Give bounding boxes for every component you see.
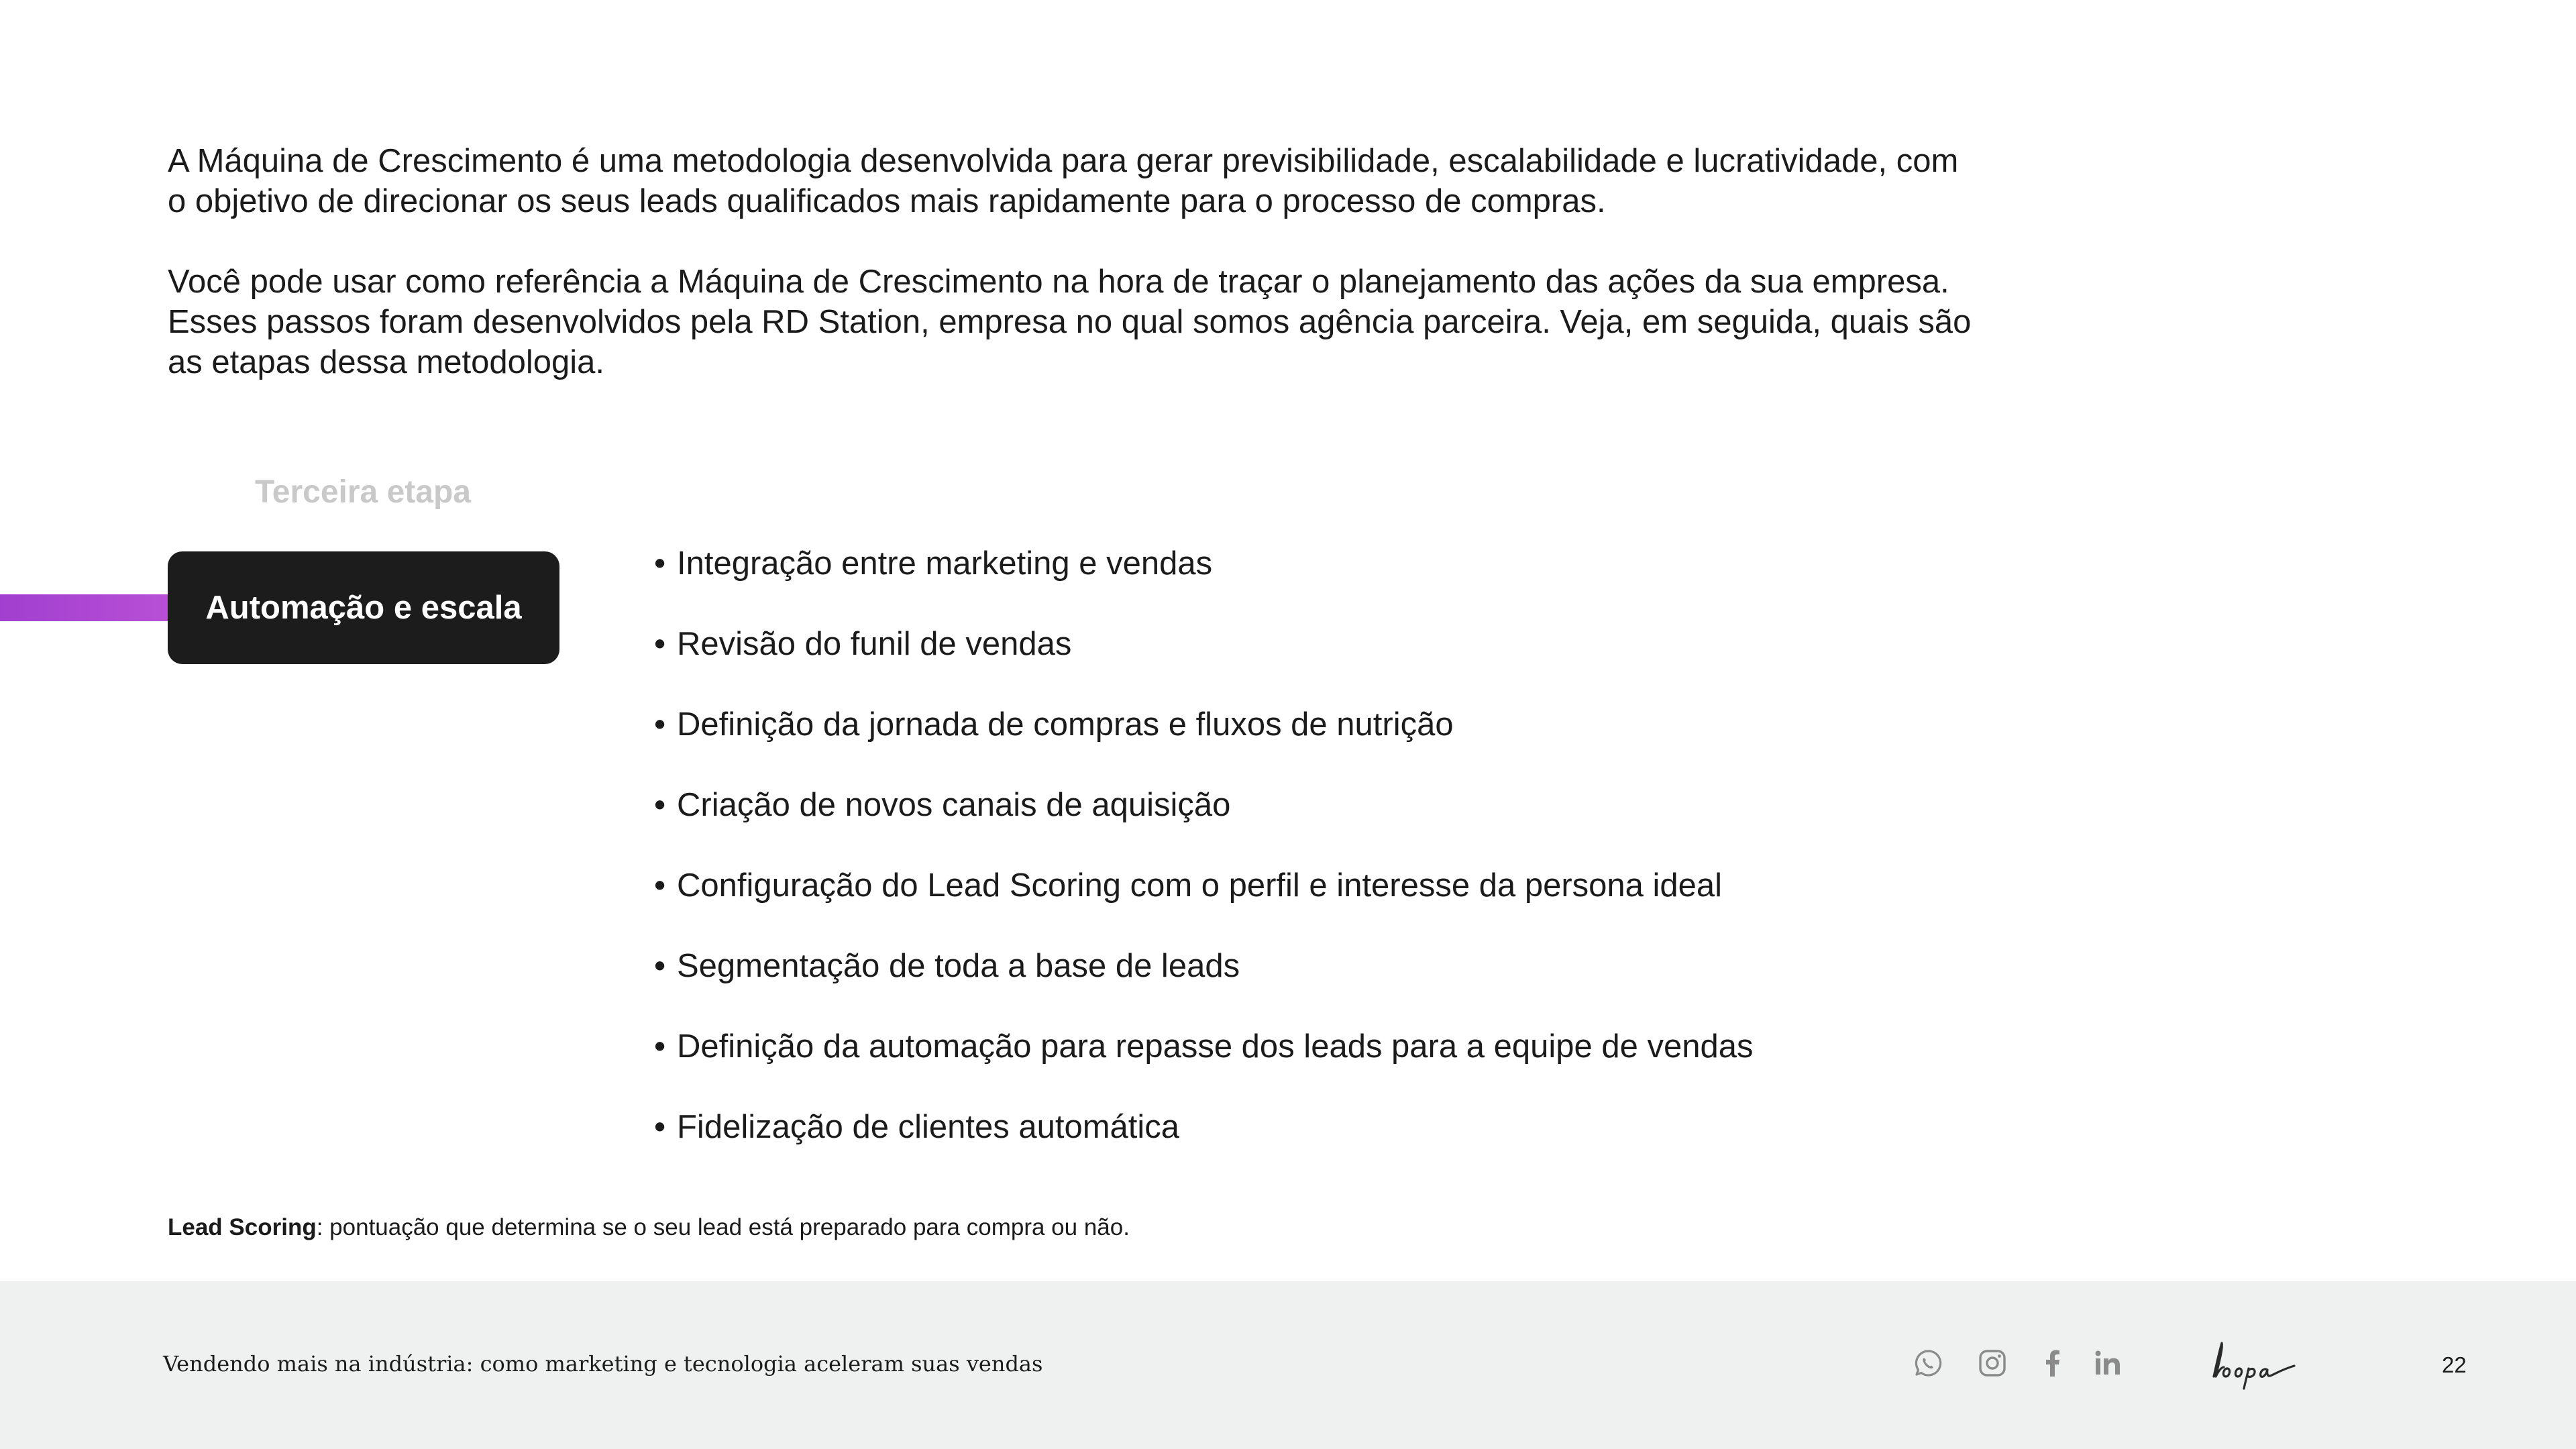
stage-title: Automação e escala [205,590,522,626]
whatsapp-icon[interactable] [1912,1347,1944,1379]
loopa-logo [2207,1338,2321,1391]
list-item-text: Segmentação de toda a base de leads [677,948,1240,984]
list-item [654,704,1754,785]
list-item [654,624,1754,704]
page-number: 22 [2442,1352,2467,1377]
list-item [654,1107,1754,1187]
list-item-text: Definição da automação para repasse dos leads para a equipe de vendas [677,1028,1754,1065]
intro-paragraph-1: A Máquina de Crescimento é uma metodologia desenvolvida para gerar previsibilidade, escalabilidade e lucratividade, com o objetivo de direcionar os seus leads qualificados mais rapidamente para o processo de compras. [168,143,1959,219]
list-item [654,785,1754,865]
footer-title: Vendendo mais na indústria: como marketing e tecnologia aceleram suas vendas [163,1351,1043,1377]
bullet-marker: • [654,626,666,662]
list-item-text: Configuração do Lead Scoring com o perfil e interesse da persona ideal [677,867,1723,904]
list-item-text: Criação de novos canais de aquisição [677,787,1231,823]
stage-label: Terceira etapa [255,474,471,510]
bullet-marker: • [654,787,666,823]
bullet-marker: • [654,867,666,904]
list-item [654,1026,1754,1107]
bullet-marker: • [654,706,666,743]
linkedin-icon[interactable] [2092,1347,2124,1379]
list-item [654,865,1754,946]
facebook-icon[interactable] [2037,1347,2069,1379]
footnote [168,1214,1130,1241]
list-item-text: Definição da jornada de compras e fluxos de nutrição [677,706,1454,743]
bullet-marker: • [654,1109,666,1145]
list-item-text: Integração entre marketing e vendas [677,545,1213,582]
accent-bar [0,594,169,621]
list-item-text: Fidelização de clientes automática [677,1109,1180,1145]
stage-title-badge [168,551,559,664]
list-item-text: Revisão do funil de vendas [677,626,1072,662]
intro-text [168,141,1979,423]
instagram-icon[interactable] [1976,1347,2008,1379]
bullet-marker: • [654,545,666,582]
footnote-definition: : pontuação que determina se o seu lead está preparado para compra ou não. [316,1214,1130,1240]
bullet-marker: • [654,1028,666,1065]
bullet-marker: • [654,948,666,984]
list-item [654,543,1754,624]
footnote-term: Lead Scoring [168,1214,317,1240]
footer [0,1281,2576,1449]
intro-paragraph-2: Você pode usar como referência a Máquina de Crescimento na hora de traçar o planejamento das ações da sua empresa. Esses passos foram desenvolvidos pela RD Station, empresa no qual somos agência parceira. Veja, em seguida, quais são as etapas dessa metodologia. [168,264,1972,380]
list-item [654,946,1754,1026]
steps-list [654,543,1754,1187]
